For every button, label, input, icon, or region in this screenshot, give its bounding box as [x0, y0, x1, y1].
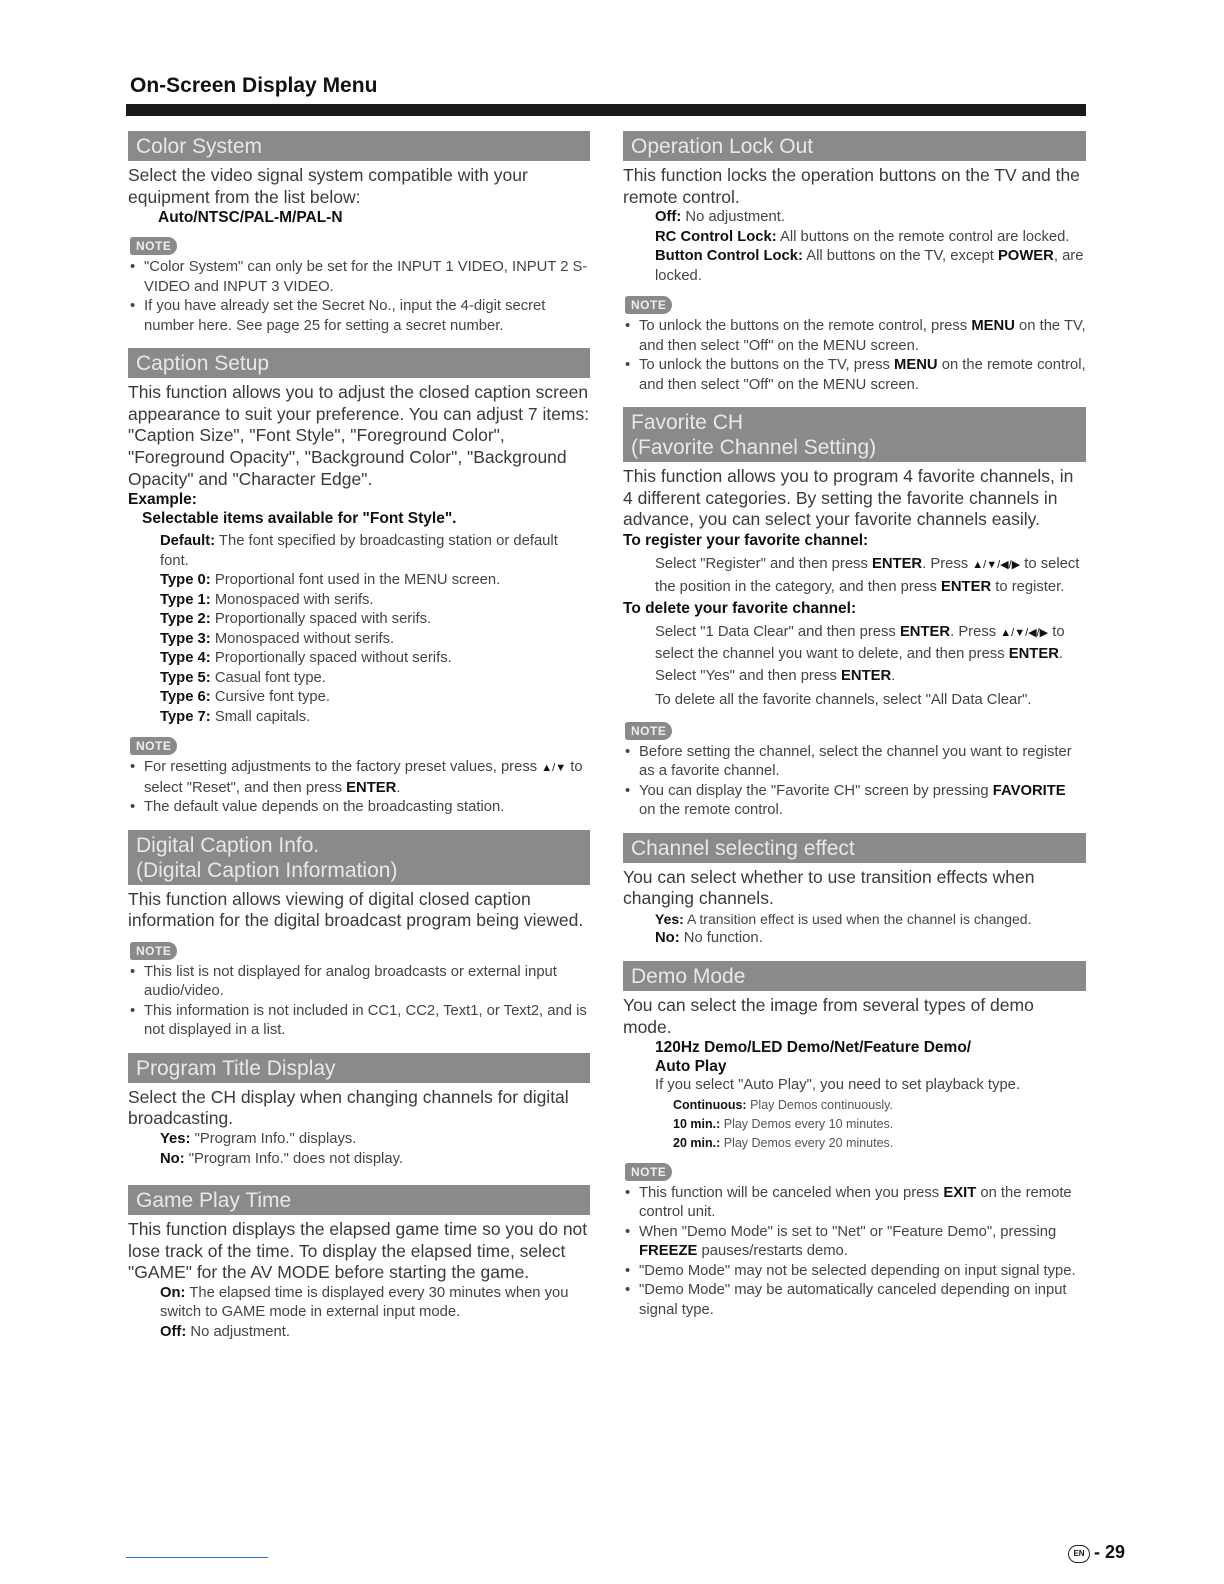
font-style-item: Default: The font specified by broadcasting station or default font.: [160, 533, 558, 569]
game-play-options: [160, 1284, 590, 1343]
register-instructions: Select "Register" and then press ENTER. Press ▲/▼/◀/▶ to select the position in the category, and then press ENTER to register.: [655, 555, 1080, 595]
demo-mode-options: 120Hz Demo/LED Demo/Net/Feature Demo/ Auto Play: [655, 1039, 972, 1076]
operation-lock-description: This function locks the operation buttons on the TV and the remote control.: [623, 165, 1080, 207]
demo-mode-notes: [623, 1184, 1086, 1321]
register-heading: To register your favorite channel:: [623, 531, 869, 549]
note-item: • The default value depends on the broadcasting station.: [128, 798, 590, 818]
note-badge: NOTE: [130, 942, 177, 960]
operation-lock-options: [655, 208, 1086, 286]
font-style-list: [160, 532, 590, 727]
font-style-item: Type 3: Monospaced without serifs.: [160, 630, 395, 647]
spacer: [128, 1169, 590, 1185]
selectable-items-label: Selectable items available for "Font Style".: [142, 510, 457, 528]
note-item: • If you have already set the Secret No., input the 4-digit secret number here. See page 25 for setting a secret number.: [128, 297, 590, 336]
channel-effect-options: [655, 910, 1086, 949]
section-header-operation-lock: Operation Lock Out: [623, 131, 1086, 161]
digital-caption-notes: [128, 963, 590, 1041]
delete-heading: To delete your favorite channel:: [623, 599, 857, 617]
option-on: On: The elapsed time is displayed every 30 minutes when you switch to GAME mode in external input mode.: [160, 1284, 569, 1321]
section-header-game-play-time: Game Play Time: [128, 1185, 590, 1215]
note-item: • To unlock the buttons on the TV, press MENU on the remote control, and then select "Off" on the MENU screen.: [623, 356, 1086, 395]
font-style-item: Type 7: Small capitals.: [160, 708, 311, 725]
page-title: On-Screen Display Menu: [130, 74, 378, 97]
note-item: • Before setting the channel, select the channel you want to register as a favorite channel.: [623, 743, 1086, 782]
arrow-keys-icon: ▲/▼/◀/▶: [972, 558, 1021, 571]
note-badge: NOTE: [625, 722, 672, 740]
note-item: • This information is not included in CC1, CC2, Text1, or Text2, and is not displayed in a list.: [128, 1002, 590, 1041]
option-off: Off: No adjustment.: [160, 1323, 290, 1340]
caption-setup-description: This function allows you to adjust the closed caption screen appearance to suit your preference. You can adjust 7 items: "Caption Size", "Font Style", "Foreground Color", "Foreground Opacity", "Background Color", "Background Opacity" and "Character Edge".: [128, 382, 590, 489]
left-column: [128, 131, 590, 1342]
font-style-item: Type 6: Cursive font type.: [160, 689, 330, 706]
section-header-digital-caption: Digital Caption Info. (Digital Caption Information): [128, 830, 590, 885]
font-style-item: Type 5: Casual font type.: [160, 669, 326, 686]
delete-instructions: Select "1 Data Clear" and then press ENTER. Press ▲/▼/◀/▶ to select the channel you want to delete, and then press ENTER. Select "Yes" and then press ENTER.: [655, 623, 1065, 685]
delete-all-instructions: To delete all the favorite channels, select "All Data Clear".: [655, 691, 1032, 708]
section-header-program-title: Program Title Display: [128, 1053, 590, 1083]
note-item: • "Color System" can only be set for the INPUT 1 VIDEO, INPUT 2 S-VIDEO and INPUT 3 VIDEO.: [128, 258, 590, 297]
option-yes: Yes: A transition effect is used when the channel is changed.: [655, 910, 1032, 927]
option-button-control-lock: Button Control Lock: All buttons on the TV, except POWER, are locked.: [655, 248, 1084, 284]
font-style-item: Type 0: Proportional font used in the MENU screen.: [160, 572, 501, 589]
arrow-keys-icon: ▲/▼/◀/▶: [1000, 626, 1049, 639]
note-item: • "Demo Mode" may be automatically canceled depending on input signal type.: [623, 1281, 1086, 1320]
note-item: • You can display the "Favorite CH" screen by pressing FAVORITE on the remote control.: [623, 782, 1086, 821]
digital-caption-description: This function allows viewing of digital closed caption information for the digital broadcast program being viewed.: [128, 888, 584, 931]
color-system-notes: [128, 258, 590, 336]
note-badge: NOTE: [130, 237, 177, 255]
section-header-channel-effect: Channel selecting effect: [623, 833, 1086, 863]
right-column: [623, 131, 1086, 1332]
section-header-favorite-ch: Favorite CH (Favorite Channel Setting): [623, 407, 1086, 462]
program-title-options: [160, 1130, 590, 1169]
game-play-description: This function displays the elapsed game time so you do not lose track of the time. To display the elapsed time, select "GAME" for the AV MODE before starting the game.: [128, 1219, 588, 1283]
option-no: No: No function.: [655, 930, 763, 947]
font-style-item: Type 4: Proportionally spaced without serifs.: [160, 650, 452, 667]
favorite-ch-description: This function allows you to program 4 favorite channels, in 4 different categories. By setting the favorite channels in advance, you can select your favorite channels easily.: [623, 466, 1074, 530]
note-item: • This function will be canceled when you press EXIT on the remote control unit.: [623, 1184, 1086, 1223]
option-continuous: Continuous: Play Demos continuously.: [673, 1097, 893, 1112]
font-style-item: Type 2: Proportionally spaced with serifs.: [160, 611, 432, 628]
note-item: • This list is not displayed for analog broadcasts or external input audio/video.: [128, 963, 590, 1002]
color-system-options: Auto/NTSC/PAL-M/PAL-N: [158, 209, 343, 227]
section-header-demo-mode: Demo Mode: [623, 961, 1086, 991]
section-header-caption-setup: Caption Setup: [128, 348, 590, 378]
note-item: • "Demo Mode" may not be selected depending on input signal type.: [623, 1262, 1086, 1282]
option-10-min: 10 min.: Play Demos every 10 minutes.: [673, 1116, 894, 1131]
footer-rule: [126, 1557, 268, 1558]
option-off: Off: No adjustment.: [655, 209, 785, 226]
auto-play-options: [673, 1096, 1086, 1153]
font-style-item: Type 1: Monospaced with serifs.: [160, 591, 374, 608]
up-down-arrow-icon: ▲/▼: [541, 762, 567, 775]
note-badge: NOTE: [625, 296, 672, 314]
operation-lock-notes: [623, 317, 1086, 395]
channel-effect-description: You can select whether to use transition effects when changing channels.: [623, 866, 1035, 909]
option-no: No: "Program Info." does not display.: [160, 1150, 403, 1167]
demo-mode-description: You can select the image from several types of demo mode.: [623, 994, 1034, 1037]
spacer: [623, 949, 1086, 961]
option-rc-control-lock: RC Control Lock: All buttons on the remote control are locked.: [655, 228, 1070, 245]
favorite-ch-notes: [623, 743, 1086, 821]
section-header-color-system: Color System: [128, 131, 590, 161]
page-number: EN - 29: [1068, 1542, 1125, 1563]
header-rule: [126, 104, 1086, 116]
program-title-description: Select the CH display when changing channels for digital broadcasting.: [128, 1086, 569, 1129]
example-label: Example:: [128, 491, 197, 509]
color-system-description: Select the video signal system compatible with your equipment from the list below:: [128, 165, 528, 207]
note-badge: NOTE: [130, 737, 177, 755]
note-item: • When "Demo Mode" is set to "Net" or "Feature Demo", pressing FREEZE pauses/restarts demo.: [623, 1223, 1086, 1262]
en-language-icon: EN: [1068, 1545, 1090, 1563]
note-item: • To unlock the buttons on the remote control, press MENU on the TV, and then select "Off" on the MENU screen.: [623, 317, 1086, 356]
note-badge: NOTE: [625, 1163, 672, 1181]
note-item: • For resetting adjustments to the factory preset values, press ▲/▼ to select "Reset", and then press ENTER.: [128, 758, 590, 798]
option-yes: Yes: "Program Info." displays.: [160, 1131, 357, 1148]
auto-play-description: If you select "Auto Play", you need to set playback type.: [655, 1077, 1021, 1094]
caption-setup-notes: [128, 758, 590, 818]
option-20-min: 20 min.: Play Demos every 20 minutes.: [673, 1135, 894, 1150]
